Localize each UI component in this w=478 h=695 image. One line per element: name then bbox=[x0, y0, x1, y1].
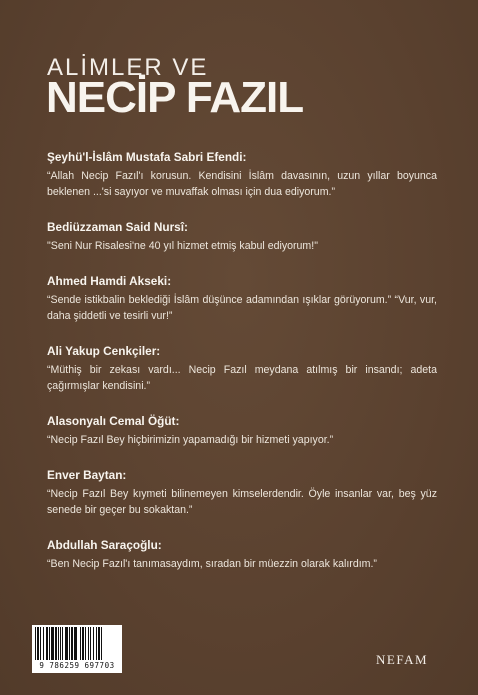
quote-item bbox=[47, 220, 437, 254]
quote-item bbox=[47, 150, 437, 200]
isbn-barcode bbox=[32, 625, 122, 673]
quote-item bbox=[47, 468, 437, 518]
quote-item bbox=[47, 274, 437, 324]
barcode-bar bbox=[102, 627, 103, 660]
quote-text: “Müthiş bir zekası vardı... Necip Fazıl meydana atılmış bir insandı; adeta çağırmışlar kendisini.” bbox=[47, 364, 437, 392]
quote-text: “Necip Fazıl Bey kıymeti bilinemeyen kimselerdendir. Öyle insanlar var, beş yüz senede bir geçer bu sokaktan.” bbox=[47, 488, 437, 516]
quote-author: Bediüzzaman Said Nursî: bbox=[47, 220, 188, 234]
quote-item bbox=[47, 538, 437, 572]
quote-author: Ahmed Hamdi Akseki: bbox=[47, 274, 172, 288]
book-title: NECİP FAZIL bbox=[46, 73, 304, 122]
quote-text: “Necip Fazıl Bey hiçbirimizin yapamadığı bir hizmeti yapıyor.” bbox=[47, 434, 334, 446]
quotes-list bbox=[47, 150, 437, 592]
quote-text: "Seni Nur Risalesi'ne 40 yıl hizmet etmiş kabul ediyorum!" bbox=[47, 240, 318, 252]
quote-item bbox=[47, 344, 437, 394]
isbn-number: 9 786259 697703 bbox=[39, 661, 115, 670]
quote-text: “Allah Necip Fazıl'ı korusun. Kendisini İslâm davasının, uzun yıllar boyunca beklenen ...'si sayıyor ve muvaffak olması için dua ediyorum.” bbox=[47, 170, 437, 198]
barcode-bars bbox=[35, 627, 119, 660]
quote-author: Abdullah Saraçoğlu: bbox=[47, 538, 162, 552]
quote-author: Ali Yakup Cenkçiler: bbox=[47, 344, 161, 358]
publisher-logo: NEFAM bbox=[376, 652, 429, 667]
quote-item bbox=[47, 414, 437, 448]
quote-text: “Sende istikbalin beklediği İslâm düşünce adamından ışıklar görüyorum.” “Vur, vur, daha şiddetli ve tesirli vur!” bbox=[47, 294, 437, 322]
book-subtitle: ALİMLER VE bbox=[47, 54, 209, 81]
quote-author: Alasonyalı Cemal Öğüt: bbox=[47, 414, 180, 428]
quote-author: Şeyhü'l-İslâm Mustafa Sabri Efendi: bbox=[47, 150, 247, 164]
quote-text: “Ben Necip Fazıl'ı tanımasaydım, sıradan bir müezzin olarak kalırdım.” bbox=[47, 558, 377, 570]
quote-author: Enver Baytan: bbox=[47, 468, 127, 482]
